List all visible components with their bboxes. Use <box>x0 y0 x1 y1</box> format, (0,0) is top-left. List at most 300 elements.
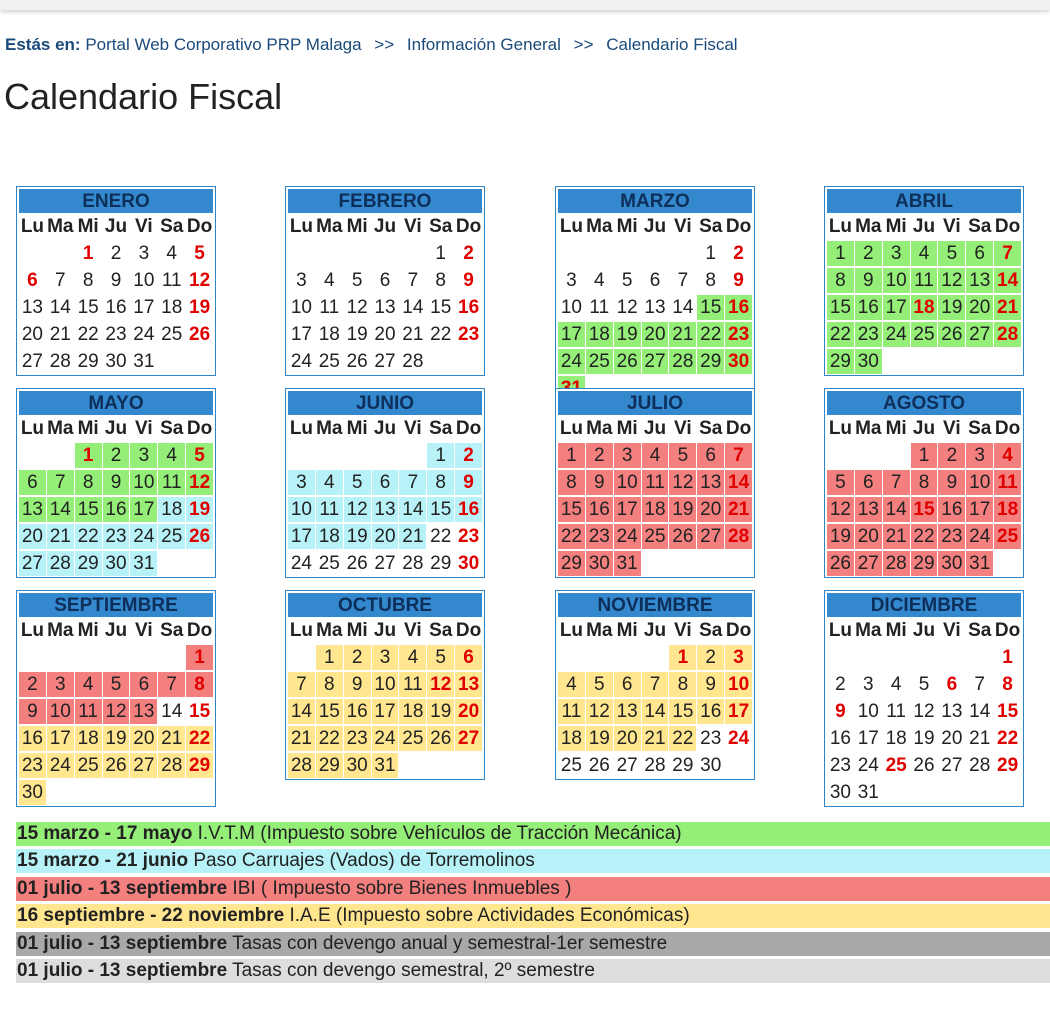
weekday-header: Do <box>455 620 482 641</box>
day-cell: 29 <box>75 551 102 576</box>
day-cell: 23 <box>829 755 851 776</box>
day-cell: 5 <box>621 270 633 291</box>
weekday-header: Ma <box>855 418 882 439</box>
month-title: JULIO <box>558 391 752 415</box>
day-cell: 12 <box>913 701 935 722</box>
day-cell: 26 <box>938 322 965 347</box>
day-cell: 21 <box>994 295 1021 320</box>
month-grid <box>19 619 213 805</box>
breadcrumb-link-informacion[interactable]: Información General <box>406 35 561 54</box>
weekday-header: Do <box>725 620 752 641</box>
day-cell: 22 <box>430 324 452 345</box>
weekday-header: Vi <box>943 620 961 641</box>
legend-row-vados <box>16 849 1050 873</box>
day-cell: 9 <box>586 470 613 495</box>
weekday-header: Ju <box>643 620 667 641</box>
empty-cell <box>288 443 315 468</box>
day-cell: 22 <box>997 728 1019 749</box>
weekday-header: Vi <box>404 216 422 237</box>
weekday-header: Mi <box>77 216 99 237</box>
day-cell: 13 <box>697 470 724 495</box>
weekday-header: Vi <box>135 620 153 641</box>
breadcrumb-link-calendario[interactable]: Calendario Fiscal <box>606 35 738 54</box>
day-cell: 10 <box>290 297 312 318</box>
day-cell: 29 <box>558 551 585 576</box>
day-cell: 7 <box>994 241 1021 266</box>
day-cell: 20 <box>855 524 882 549</box>
weekday-header: Sa <box>160 216 184 237</box>
day-cell: 14 <box>883 497 910 522</box>
weekday-header: Sa <box>429 418 453 439</box>
empty-cell <box>130 645 157 670</box>
day-cell: 29 <box>827 349 854 374</box>
day-cell: 15 <box>827 295 854 320</box>
day-cell: 8 <box>316 672 343 697</box>
day-cell: 25 <box>399 726 426 751</box>
weekday-header: Lu <box>20 216 45 237</box>
day-cell: 8 <box>827 268 854 293</box>
day-cell: 7 <box>47 470 74 495</box>
day-cell: 17 <box>966 497 993 522</box>
day-cell: 26 <box>186 524 213 549</box>
day-cell: 11 <box>886 701 906 722</box>
day-cell: 8 <box>669 672 696 697</box>
day-cell: 10 <box>883 268 910 293</box>
day-cell: 2 <box>19 672 46 697</box>
day-cell: 7 <box>677 270 689 291</box>
day-cell: 24 <box>130 524 157 549</box>
weekday-header: Ma <box>586 418 613 439</box>
month-title: AGOSTO <box>827 391 1021 415</box>
day-cell: 14 <box>994 268 1021 293</box>
day-cell: 2 <box>855 241 882 266</box>
day-cell: 9 <box>835 701 846 722</box>
day-cell: 11 <box>911 268 938 293</box>
day-cell: 18 <box>316 524 343 549</box>
empty-cell <box>47 443 74 468</box>
month-mayo <box>16 388 216 578</box>
day-cell: 9 <box>697 672 724 697</box>
day-cell: 16 <box>855 295 882 320</box>
day-cell: 26 <box>614 349 641 374</box>
day-cell: 6 <box>614 672 641 697</box>
day-cell: 20 <box>372 524 399 549</box>
legend-dates: 01 julio - 13 septiembre <box>17 960 228 981</box>
legend-row-iae <box>16 904 1050 928</box>
day-cell: 8 <box>427 470 454 495</box>
day-cell: 9 <box>855 268 882 293</box>
day-cell: 17 <box>883 295 910 320</box>
weekday-header: Mi <box>346 620 368 641</box>
day-cell: 7 <box>288 672 315 697</box>
weekday-header: Mi <box>346 418 368 439</box>
empty-cell <box>288 241 315 266</box>
weekday-header: Ju <box>912 216 936 237</box>
day-cell: 21 <box>288 726 315 751</box>
day-cell: 19 <box>186 497 213 522</box>
day-cell: 21 <box>47 524 74 549</box>
weekday-header: Ju <box>912 620 936 641</box>
empty-cell <box>288 645 315 670</box>
day-cell: 3 <box>725 645 752 670</box>
weekday-header: Ma <box>586 620 613 641</box>
day-cell: 18 <box>161 297 183 318</box>
day-cell: 23 <box>855 322 882 347</box>
day-cell: 18 <box>642 497 669 522</box>
day-cell: 21 <box>158 726 185 751</box>
day-cell: 6 <box>19 470 46 495</box>
day-cell: 2 <box>103 443 130 468</box>
day-cell: 15 <box>997 701 1019 722</box>
month-title: SEPTIEMBRE <box>19 593 213 617</box>
day-cell: 29 <box>316 753 343 778</box>
weekday-header: Do <box>725 418 752 439</box>
empty-cell <box>911 645 938 670</box>
day-cell: 1 <box>186 645 213 670</box>
breadcrumb-separator: >> <box>573 35 594 54</box>
top-bar <box>0 0 1050 10</box>
day-cell: 30 <box>855 349 882 374</box>
day-cell: 21 <box>402 324 424 345</box>
day-cell: 9 <box>103 470 130 495</box>
day-cell: 2 <box>938 443 965 468</box>
weekday-header: Mi <box>885 216 907 237</box>
legend-dates: 15 marzo - 21 junio <box>17 850 189 872</box>
legend-description: Paso Carruajes (Vados) de Torremolinos <box>188 850 535 872</box>
day-cell: 21 <box>725 497 752 522</box>
weekday-header: Lu <box>559 216 584 237</box>
weekday-header: Vi <box>674 620 692 641</box>
month-junio <box>285 388 485 578</box>
day-cell: 24 <box>47 753 74 778</box>
day-cell: 24 <box>558 349 585 374</box>
day-cell: 5 <box>194 243 205 264</box>
month-octubre <box>285 590 485 780</box>
day-cell: 25 <box>161 324 183 345</box>
day-cell: 3 <box>372 645 399 670</box>
legend-dates: 01 julio - 13 septiembre <box>17 877 228 899</box>
day-cell: 15 <box>669 699 696 724</box>
day-cell: 23 <box>458 324 480 345</box>
weekday-header: Do <box>455 418 482 439</box>
day-cell: 19 <box>344 524 371 549</box>
day-cell: 19 <box>346 324 368 345</box>
day-cell: 9 <box>938 470 965 495</box>
day-cell: 13 <box>372 497 399 522</box>
day-cell: 31 <box>372 753 399 778</box>
day-cell: 7 <box>54 270 66 291</box>
empty-cell <box>103 645 130 670</box>
day-cell: 5 <box>427 645 454 670</box>
day-cell: 20 <box>19 524 46 549</box>
day-cell: 6 <box>649 270 661 291</box>
month-grid <box>288 417 482 576</box>
day-cell: 22 <box>77 324 99 345</box>
day-cell: 10 <box>288 497 315 522</box>
day-cell: 13 <box>614 699 641 724</box>
legend-row-tasas_semestral <box>16 959 1050 983</box>
day-cell: 12 <box>189 270 211 291</box>
weekday-header: Ma <box>47 620 74 641</box>
legend-description: Tasas con devengo semestral, 2º semestre <box>227 960 595 981</box>
weekday-header: Ju <box>373 418 397 439</box>
day-cell: 28 <box>47 551 74 576</box>
day-cell: 21 <box>399 524 426 549</box>
day-cell: 18 <box>158 497 185 522</box>
day-cell: 24 <box>133 324 155 345</box>
day-cell: 10 <box>130 470 157 495</box>
day-cell: 20 <box>130 726 157 751</box>
weekday-header: Vi <box>943 216 961 237</box>
day-cell: 7 <box>883 470 910 495</box>
day-cell: 28 <box>402 351 424 372</box>
empty-cell <box>19 443 46 468</box>
day-cell: 24 <box>614 524 641 549</box>
empty-cell <box>19 241 46 266</box>
day-cell: 24 <box>728 728 750 749</box>
empty-cell <box>586 645 613 670</box>
day-cell: 20 <box>455 699 482 724</box>
day-cell: 23 <box>700 728 722 749</box>
day-cell: 30 <box>586 551 613 576</box>
day-cell: 27 <box>21 351 43 372</box>
month-grid <box>827 215 1021 374</box>
weekday-header: Ju <box>373 216 397 237</box>
day-cell: 5 <box>918 674 930 695</box>
day-cell: 13 <box>966 268 993 293</box>
weekday-header: Ma <box>316 620 343 641</box>
legend-dates: 15 marzo - 17 mayo <box>17 823 193 844</box>
day-cell: 6 <box>130 672 157 697</box>
day-cell: 28 <box>725 524 752 549</box>
legend-description: IBI ( Impuesto sobre Bienes Inmuebles ) <box>227 877 572 899</box>
day-cell: 8 <box>75 470 102 495</box>
day-cell: 19 <box>669 497 696 522</box>
day-cell: 15 <box>911 497 938 522</box>
day-cell: 27 <box>697 524 724 549</box>
day-cell: 13 <box>455 672 482 697</box>
weekday-header: Sa <box>968 620 992 641</box>
day-cell: 14 <box>725 470 752 495</box>
day-cell: 13 <box>21 297 43 318</box>
day-cell: 12 <box>186 470 213 495</box>
legend-row-ivtm <box>16 822 1050 846</box>
day-cell: 1 <box>435 243 446 264</box>
day-cell: 4 <box>911 241 938 266</box>
day-cell: 16 <box>103 497 130 522</box>
day-cell: 28 <box>883 551 910 576</box>
day-cell: 18 <box>885 728 907 749</box>
empty-cell <box>47 645 74 670</box>
month-febrero <box>285 186 485 376</box>
day-cell: 31 <box>966 551 993 576</box>
day-cell: 21 <box>669 322 696 347</box>
day-cell: 19 <box>614 322 641 347</box>
day-cell: 31 <box>133 351 155 372</box>
month-grid <box>558 619 752 778</box>
day-cell: 15 <box>558 497 585 522</box>
day-cell: 19 <box>938 295 965 320</box>
day-cell: 2 <box>463 243 474 264</box>
day-cell: 6 <box>855 470 882 495</box>
day-cell: 7 <box>158 672 185 697</box>
day-cell: 6 <box>372 470 399 495</box>
day-cell: 10 <box>372 672 399 697</box>
day-cell: 1 <box>911 443 938 468</box>
weekday-header: Lu <box>20 418 45 439</box>
day-cell: 29 <box>77 351 99 372</box>
day-cell: 10 <box>560 297 582 318</box>
weekday-header: Lu <box>828 418 853 439</box>
day-cell: 3 <box>862 674 874 695</box>
day-cell: 17 <box>614 497 641 522</box>
day-cell: 18 <box>318 324 340 345</box>
day-cell: 5 <box>351 270 363 291</box>
day-cell: 8 <box>911 470 938 495</box>
day-cell: 27 <box>374 351 396 372</box>
empty-cell <box>558 241 585 266</box>
day-cell: 4 <box>316 470 343 495</box>
day-cell: 10 <box>47 699 74 724</box>
month-grid <box>827 619 1021 805</box>
day-cell: 25 <box>318 553 340 574</box>
day-cell: 30 <box>458 553 480 574</box>
day-cell: 8 <box>82 270 94 291</box>
day-cell: 28 <box>49 351 71 372</box>
day-cell: 22 <box>186 726 213 751</box>
day-cell: 30 <box>829 782 851 803</box>
weekday-header: Mi <box>346 216 368 237</box>
day-cell: 17 <box>47 726 74 751</box>
empty-cell <box>966 645 993 670</box>
day-cell: 3 <box>296 270 307 291</box>
weekday-header: Ma <box>316 216 343 237</box>
empty-cell <box>316 241 343 266</box>
weekday-header: Sa <box>160 418 184 439</box>
day-cell: 22 <box>911 524 938 549</box>
empty-cell <box>399 443 426 468</box>
weekday-header: Lu <box>20 620 45 641</box>
weekday-header: Do <box>994 620 1021 641</box>
month-title: OCTUBRE <box>288 593 482 617</box>
day-cell: 13 <box>130 699 157 724</box>
day-cell: 5 <box>344 470 371 495</box>
day-cell: 21 <box>969 728 991 749</box>
day-cell: 4 <box>75 672 102 697</box>
weekday-header: Ma <box>855 620 882 641</box>
empty-cell <box>47 241 74 266</box>
day-cell: 11 <box>316 497 343 522</box>
day-cell: 29 <box>697 349 724 374</box>
month-title: ENERO <box>19 189 213 213</box>
legend-description: Tasas con devengo anual y semestral-1er semestre <box>227 932 668 954</box>
weekday-header: Do <box>186 418 213 439</box>
day-cell: 3 <box>130 443 157 468</box>
day-cell: 1 <box>1002 647 1013 668</box>
day-cell: 16 <box>455 497 482 522</box>
breadcrumb <box>5 35 738 55</box>
day-cell: 3 <box>883 241 910 266</box>
weekday-header: Sa <box>699 216 723 237</box>
day-cell: 14 <box>642 699 669 724</box>
day-cell: 7 <box>407 270 419 291</box>
day-cell: 29 <box>186 753 213 778</box>
month-title: JUNIO <box>288 391 482 415</box>
day-cell: 11 <box>399 672 426 697</box>
day-cell: 28 <box>969 755 991 776</box>
empty-cell <box>316 443 343 468</box>
day-cell: 22 <box>558 524 585 549</box>
day-cell: 13 <box>19 497 46 522</box>
day-cell: 1 <box>669 645 696 670</box>
day-cell: 16 <box>938 497 965 522</box>
empty-cell <box>883 645 910 670</box>
day-cell: 5 <box>586 672 613 697</box>
month-grid <box>288 619 482 778</box>
day-cell: 18 <box>399 699 426 724</box>
day-cell: 2 <box>835 674 846 695</box>
day-cell: 30 <box>938 551 965 576</box>
month-enero <box>16 186 216 376</box>
day-cell: 28 <box>402 553 424 574</box>
day-cell: 3 <box>614 443 641 468</box>
day-cell: 2 <box>344 645 371 670</box>
day-cell: 1 <box>705 243 716 264</box>
month-noviembre <box>555 590 755 780</box>
day-cell: 15 <box>427 497 454 522</box>
month-septiembre <box>16 590 216 807</box>
weekday-header: Vi <box>135 216 153 237</box>
day-cell: 2 <box>697 645 724 670</box>
day-cell: 26 <box>346 553 368 574</box>
day-cell: 9 <box>344 672 371 697</box>
weekday-header: Ju <box>373 620 397 641</box>
day-cell: 29 <box>997 755 1019 776</box>
legend-row-tasas_anual <box>16 932 1050 956</box>
day-cell: 17 <box>290 324 312 345</box>
day-cell: 28 <box>158 753 185 778</box>
day-cell: 16 <box>105 297 127 318</box>
day-cell: 16 <box>829 728 851 749</box>
day-cell: 14 <box>969 701 991 722</box>
day-cell: 17 <box>558 322 585 347</box>
day-cell: 6 <box>379 270 391 291</box>
month-title: NOVIEMBRE <box>558 593 752 617</box>
day-cell: 28 <box>994 322 1021 347</box>
day-cell: 27 <box>374 553 396 574</box>
day-cell: 4 <box>642 443 669 468</box>
weekday-header: Vi <box>674 216 692 237</box>
day-cell: 17 <box>857 728 879 749</box>
weekday-header: Lu <box>559 620 584 641</box>
day-cell: 20 <box>614 726 641 751</box>
empty-cell <box>827 443 854 468</box>
day-cell: 25 <box>994 524 1021 549</box>
weekday-header: Sa <box>968 418 992 439</box>
day-cell: 13 <box>644 297 666 318</box>
day-cell: 9 <box>733 270 744 291</box>
day-cell: 5 <box>669 443 696 468</box>
day-cell: 24 <box>883 322 910 347</box>
weekday-header: Mi <box>885 620 907 641</box>
empty-cell <box>883 443 910 468</box>
empty-cell <box>399 241 426 266</box>
day-cell: 30 <box>105 351 127 372</box>
day-cell: 12 <box>586 699 613 724</box>
weekday-header: Lu <box>289 418 314 439</box>
day-cell: 4 <box>323 270 335 291</box>
breadcrumb-link-portal[interactable]: Portal Web Corporativo PRP Malaga <box>85 35 362 54</box>
